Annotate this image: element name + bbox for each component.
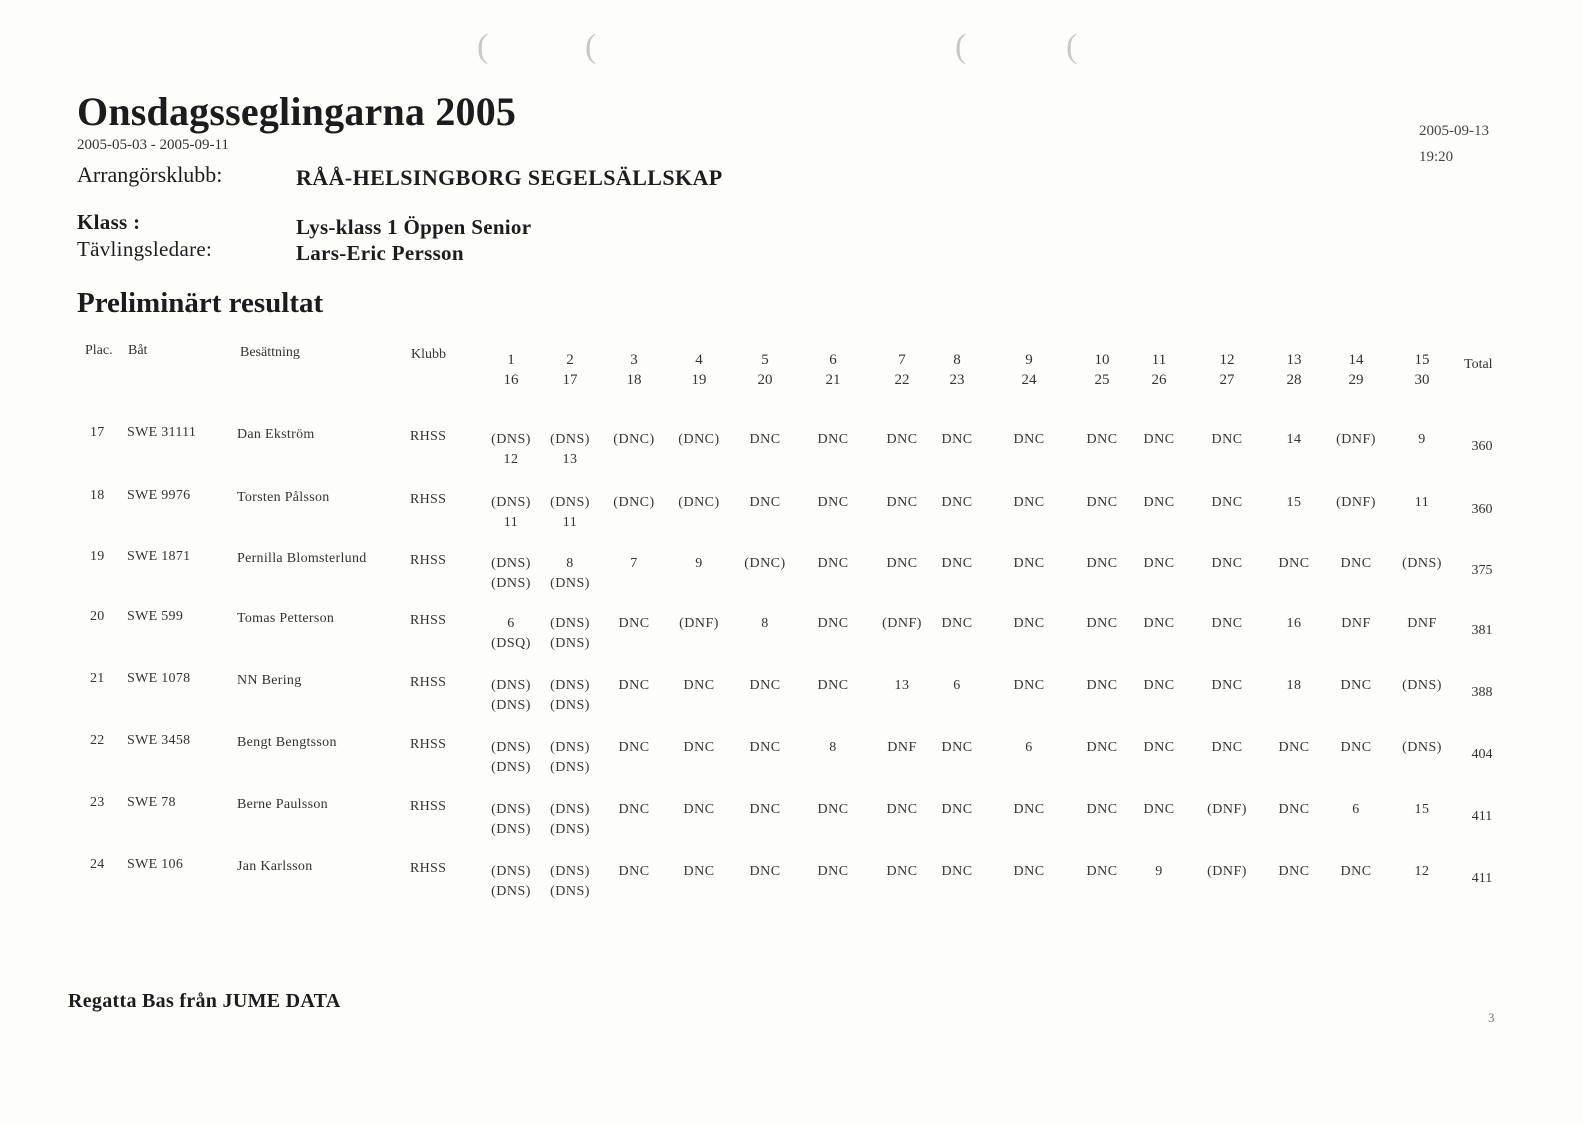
- race-result: DNC: [886, 432, 918, 447]
- race-result: DNC: [1013, 616, 1045, 631]
- race-result: DNC: [1013, 864, 1045, 879]
- race-result: (DNC): [678, 495, 720, 510]
- race-result: DNC: [618, 678, 650, 693]
- row-total: 404: [1471, 747, 1493, 762]
- race-header-top: 14: [1348, 352, 1364, 368]
- row-club: RHSS: [410, 799, 447, 814]
- race-result: DNC: [941, 864, 973, 879]
- race-result: (DNF): [679, 616, 719, 631]
- race-result: DNC: [1278, 740, 1310, 755]
- organizer-label: Arrangörsklubb:: [77, 162, 223, 187]
- race-header-top: 7: [898, 352, 906, 368]
- race-result-secondary: 12: [503, 452, 519, 467]
- race-result: DNC: [941, 495, 973, 510]
- race-result: (DNS): [550, 432, 590, 447]
- race-result: (DNS): [491, 495, 531, 510]
- race-result: DNC: [1013, 556, 1045, 571]
- row-place: 21: [90, 671, 105, 686]
- punch-hole-mark: (: [955, 28, 967, 65]
- race-result-secondary: (DNS): [550, 884, 590, 899]
- row-club: RHSS: [410, 492, 447, 507]
- race-result: DNC: [817, 616, 849, 631]
- race-result: 11: [1414, 495, 1430, 510]
- race-result: DNC: [618, 864, 650, 879]
- race-result: DNC: [1143, 616, 1175, 631]
- race-result: (DNS): [1402, 740, 1442, 755]
- race-result: DNC: [817, 495, 849, 510]
- row-crew: Bengt Bengtsson: [237, 735, 337, 750]
- race-result: (DNS): [491, 678, 531, 693]
- race-result: DNC: [1211, 556, 1243, 571]
- row-boat: SWE 106: [127, 857, 184, 872]
- race-result-secondary: (DSQ): [491, 636, 531, 651]
- race-result: 18: [1286, 678, 1302, 693]
- race-result: 9: [1155, 864, 1163, 879]
- row-total: 388: [1471, 685, 1493, 700]
- race-result: DNC: [886, 556, 918, 571]
- race-result: DNC: [1211, 616, 1243, 631]
- race-result: DNC: [1143, 556, 1175, 571]
- race-result: DNC: [749, 495, 781, 510]
- race-result: DNC: [683, 802, 715, 817]
- race-result: DNC: [749, 802, 781, 817]
- row-crew: Tomas Petterson: [237, 611, 335, 626]
- race-result: 6: [1352, 802, 1360, 817]
- row-total: 411: [1471, 871, 1493, 886]
- leader-value: Lars-Eric Persson: [296, 241, 464, 265]
- race-result: 16: [1286, 616, 1302, 631]
- race-result: (DNS): [550, 864, 590, 879]
- race-result: DNC: [1211, 495, 1243, 510]
- race-result: (DNS): [491, 802, 531, 817]
- row-club: RHSS: [410, 613, 447, 628]
- race-result: (DNC): [744, 556, 786, 571]
- row-total: 375: [1471, 563, 1493, 578]
- race-result: DNC: [1086, 616, 1118, 631]
- race-result: DNC: [1013, 432, 1045, 447]
- row-place: 17: [90, 425, 105, 440]
- date-range: 2005-05-03 - 2005-09-11: [77, 137, 229, 153]
- race-header-bottom: 29: [1348, 372, 1364, 388]
- race-result: DNC: [941, 556, 973, 571]
- race-result: DNC: [886, 864, 918, 879]
- race-header-top: 2: [566, 352, 574, 368]
- race-result: (DNF): [1336, 432, 1376, 447]
- organizer-value: RÅÅ-HELSINGBORG SEGELSÄLLSKAP: [296, 165, 723, 190]
- race-result: DNC: [1086, 864, 1118, 879]
- document-title: Onsdagsseglingarna 2005: [77, 89, 517, 134]
- race-result-secondary: (DNS): [491, 884, 531, 899]
- race-result: 8: [829, 740, 837, 755]
- race-result-secondary: (DNS): [491, 576, 531, 591]
- race-result: DNC: [749, 864, 781, 879]
- header-place: Plac.: [85, 343, 113, 358]
- race-result: DNC: [941, 802, 973, 817]
- race-result: 6: [953, 678, 961, 693]
- race-result: DNC: [1278, 556, 1310, 571]
- race-result: DNC: [886, 495, 918, 510]
- race-result: DNC: [1086, 432, 1118, 447]
- race-result: DNC: [1086, 495, 1118, 510]
- race-result: DNC: [941, 432, 973, 447]
- race-result: DNC: [1278, 864, 1310, 879]
- race-result: 13: [894, 678, 910, 693]
- race-result: DNC: [1340, 740, 1372, 755]
- class-value: Lys-klass 1 Öppen Senior: [296, 215, 532, 239]
- race-result-secondary: (DNS): [491, 698, 531, 713]
- row-crew: Jan Karlsson: [237, 859, 313, 874]
- race-result-secondary: 13: [562, 452, 578, 467]
- race-result-secondary: (DNS): [550, 822, 590, 837]
- race-header-bottom: 19: [691, 372, 707, 388]
- race-header-bottom: 30: [1414, 372, 1430, 388]
- row-crew: NN Bering: [237, 673, 302, 688]
- row-boat: SWE 1871: [127, 549, 191, 564]
- race-result: DNC: [941, 616, 973, 631]
- race-result: DNC: [1143, 495, 1175, 510]
- race-result: DNC: [1211, 432, 1243, 447]
- race-result: (DNS): [1402, 556, 1442, 571]
- page-number: 3: [1488, 1010, 1495, 1025]
- race-result: 7: [630, 556, 638, 571]
- row-club: RHSS: [410, 675, 447, 690]
- header-boat: Båt: [128, 343, 148, 358]
- race-result: DNC: [1211, 740, 1243, 755]
- race-result: DNC: [683, 678, 715, 693]
- race-result-secondary: (DNS): [550, 636, 590, 651]
- race-header-bottom: 17: [562, 372, 578, 388]
- race-header-top: 3: [630, 352, 638, 368]
- race-result: (DNC): [613, 495, 655, 510]
- race-header-bottom: 21: [825, 372, 841, 388]
- print-date: 2005-09-13: [1419, 123, 1489, 139]
- race-result: 15: [1414, 802, 1430, 817]
- race-header-top: 6: [829, 352, 837, 368]
- race-result: (DNC): [613, 432, 655, 447]
- race-result: (DNS): [550, 495, 590, 510]
- race-result: DNC: [1013, 678, 1045, 693]
- section-title: Preliminärt resultat: [77, 287, 324, 319]
- race-result: DNC: [749, 432, 781, 447]
- race-result: 15: [1286, 495, 1302, 510]
- row-boat: SWE 78: [127, 795, 176, 810]
- race-header-bottom: 23: [949, 372, 965, 388]
- race-header-top: 15: [1414, 352, 1430, 368]
- race-header-top: 4: [695, 352, 703, 368]
- race-result: DNC: [1143, 432, 1175, 447]
- race-header-bottom: 27: [1219, 372, 1235, 388]
- race-result-secondary: (DNS): [550, 760, 590, 775]
- race-result: DNC: [1143, 802, 1175, 817]
- race-result: DNC: [749, 740, 781, 755]
- row-club: RHSS: [410, 737, 447, 752]
- race-result: 6: [507, 616, 515, 631]
- race-result: DNC: [683, 740, 715, 755]
- race-result: 8: [761, 616, 769, 631]
- race-result-secondary: 11: [562, 515, 578, 530]
- race-result: (DNS): [550, 616, 590, 631]
- race-header-bottom: 26: [1151, 372, 1167, 388]
- footer-credit: Regatta Bas från JUME DATA: [68, 990, 341, 1012]
- race-header-bottom: 16: [503, 372, 519, 388]
- race-result-secondary: (DNS): [491, 822, 531, 837]
- race-result: DNC: [1086, 802, 1118, 817]
- race-result: DNC: [886, 802, 918, 817]
- race-header-bottom: 24: [1021, 372, 1037, 388]
- row-total: 411: [1471, 809, 1493, 824]
- race-result: 12: [1414, 864, 1430, 879]
- race-result: DNC: [749, 678, 781, 693]
- race-header-top: 12: [1219, 352, 1235, 368]
- race-header-bottom: 20: [757, 372, 773, 388]
- race-result: DNF: [1341, 616, 1371, 631]
- race-result: DNC: [618, 616, 650, 631]
- race-header-top: 8: [953, 352, 961, 368]
- race-result: DNC: [683, 864, 715, 879]
- row-boat: SWE 9976: [127, 488, 191, 503]
- row-crew: Torsten Pålsson: [237, 490, 330, 505]
- row-boat: SWE 1078: [127, 671, 191, 686]
- race-result-secondary: 11: [503, 515, 519, 530]
- race-result: DNC: [817, 678, 849, 693]
- race-result-secondary: (DNS): [550, 698, 590, 713]
- race-result: DNC: [618, 802, 650, 817]
- row-place: 18: [90, 488, 105, 503]
- race-header-top: 13: [1286, 352, 1302, 368]
- row-place: 19: [90, 549, 105, 564]
- race-result-secondary: (DNS): [550, 576, 590, 591]
- race-result: DNC: [817, 556, 849, 571]
- race-header-bottom: 22: [894, 372, 910, 388]
- race-result: DNC: [1340, 556, 1372, 571]
- row-boat: SWE 3458: [127, 733, 191, 748]
- race-result: DNC: [1340, 864, 1372, 879]
- header-total: Total: [1464, 357, 1493, 372]
- leader-label: Tävlingsledare:: [77, 237, 213, 261]
- race-result-secondary: (DNS): [491, 760, 531, 775]
- class-label: Klass :: [77, 210, 141, 234]
- race-result: DNC: [1013, 495, 1045, 510]
- row-place: 23: [90, 795, 105, 810]
- race-header-bottom: 18: [626, 372, 642, 388]
- race-result: 14: [1286, 432, 1302, 447]
- race-result: 6: [1025, 740, 1033, 755]
- race-result: DNC: [1086, 740, 1118, 755]
- race-result: 9: [1418, 432, 1426, 447]
- row-boat: SWE 599: [127, 609, 184, 624]
- race-result: (DNS): [550, 802, 590, 817]
- row-club: RHSS: [410, 429, 447, 444]
- race-result: DNF: [1407, 616, 1437, 631]
- row-crew: Dan Ekström: [237, 427, 315, 442]
- punch-hole-mark: (: [477, 28, 489, 65]
- race-result: (DNS): [550, 740, 590, 755]
- race-result: DNC: [817, 802, 849, 817]
- print-time: 19:20: [1419, 149, 1454, 165]
- race-header-top: 1: [507, 352, 515, 368]
- race-result: (DNC): [678, 432, 720, 447]
- row-crew: Pernilla Blomsterlund: [237, 551, 367, 566]
- race-result: (DNF): [1336, 495, 1376, 510]
- row-boat: SWE 31111: [127, 425, 197, 440]
- race-result: DNC: [1278, 802, 1310, 817]
- race-result: DNC: [941, 740, 973, 755]
- row-place: 20: [90, 609, 105, 624]
- race-result: DNC: [1086, 678, 1118, 693]
- race-result: 9: [695, 556, 703, 571]
- race-header-top: 10: [1094, 352, 1110, 368]
- race-result: DNF: [887, 740, 917, 755]
- row-place: 22: [90, 733, 105, 748]
- race-result: 8: [566, 556, 574, 571]
- punch-hole-mark: (: [1066, 28, 1078, 65]
- race-header-top: 5: [761, 352, 769, 368]
- race-result: (DNF): [1207, 864, 1247, 879]
- row-club: RHSS: [410, 861, 447, 876]
- race-result: DNC: [817, 864, 849, 879]
- race-result: (DNS): [491, 740, 531, 755]
- race-result: DNC: [817, 432, 849, 447]
- race-result: (DNS): [491, 432, 531, 447]
- race-result: (DNS): [550, 678, 590, 693]
- race-result: (DNS): [491, 864, 531, 879]
- race-result: (DNF): [1207, 802, 1247, 817]
- race-result: (DNS): [491, 556, 531, 571]
- header-crew: Besättning: [240, 345, 300, 360]
- race-result: DNC: [1013, 802, 1045, 817]
- race-result: DNC: [1086, 556, 1118, 571]
- race-result: (DNF): [882, 616, 922, 631]
- row-total: 360: [1471, 439, 1493, 454]
- punch-hole-mark: (: [585, 28, 597, 65]
- row-crew: Berne Paulsson: [237, 797, 328, 812]
- row-club: RHSS: [410, 553, 447, 568]
- header-club: Klubb: [411, 347, 446, 362]
- race-result: DNC: [1143, 678, 1175, 693]
- race-header-top: 11: [1151, 352, 1167, 368]
- race-result: DNC: [1143, 740, 1175, 755]
- race-result: DNC: [1211, 678, 1243, 693]
- race-result: DNC: [1340, 678, 1372, 693]
- row-place: 24: [90, 857, 105, 872]
- race-header-top: 9: [1025, 352, 1033, 368]
- race-result: (DNS): [1402, 678, 1442, 693]
- race-header-bottom: 28: [1286, 372, 1302, 388]
- row-total: 381: [1471, 623, 1493, 638]
- race-header-bottom: 25: [1094, 372, 1110, 388]
- row-total: 360: [1471, 502, 1493, 517]
- race-result: DNC: [618, 740, 650, 755]
